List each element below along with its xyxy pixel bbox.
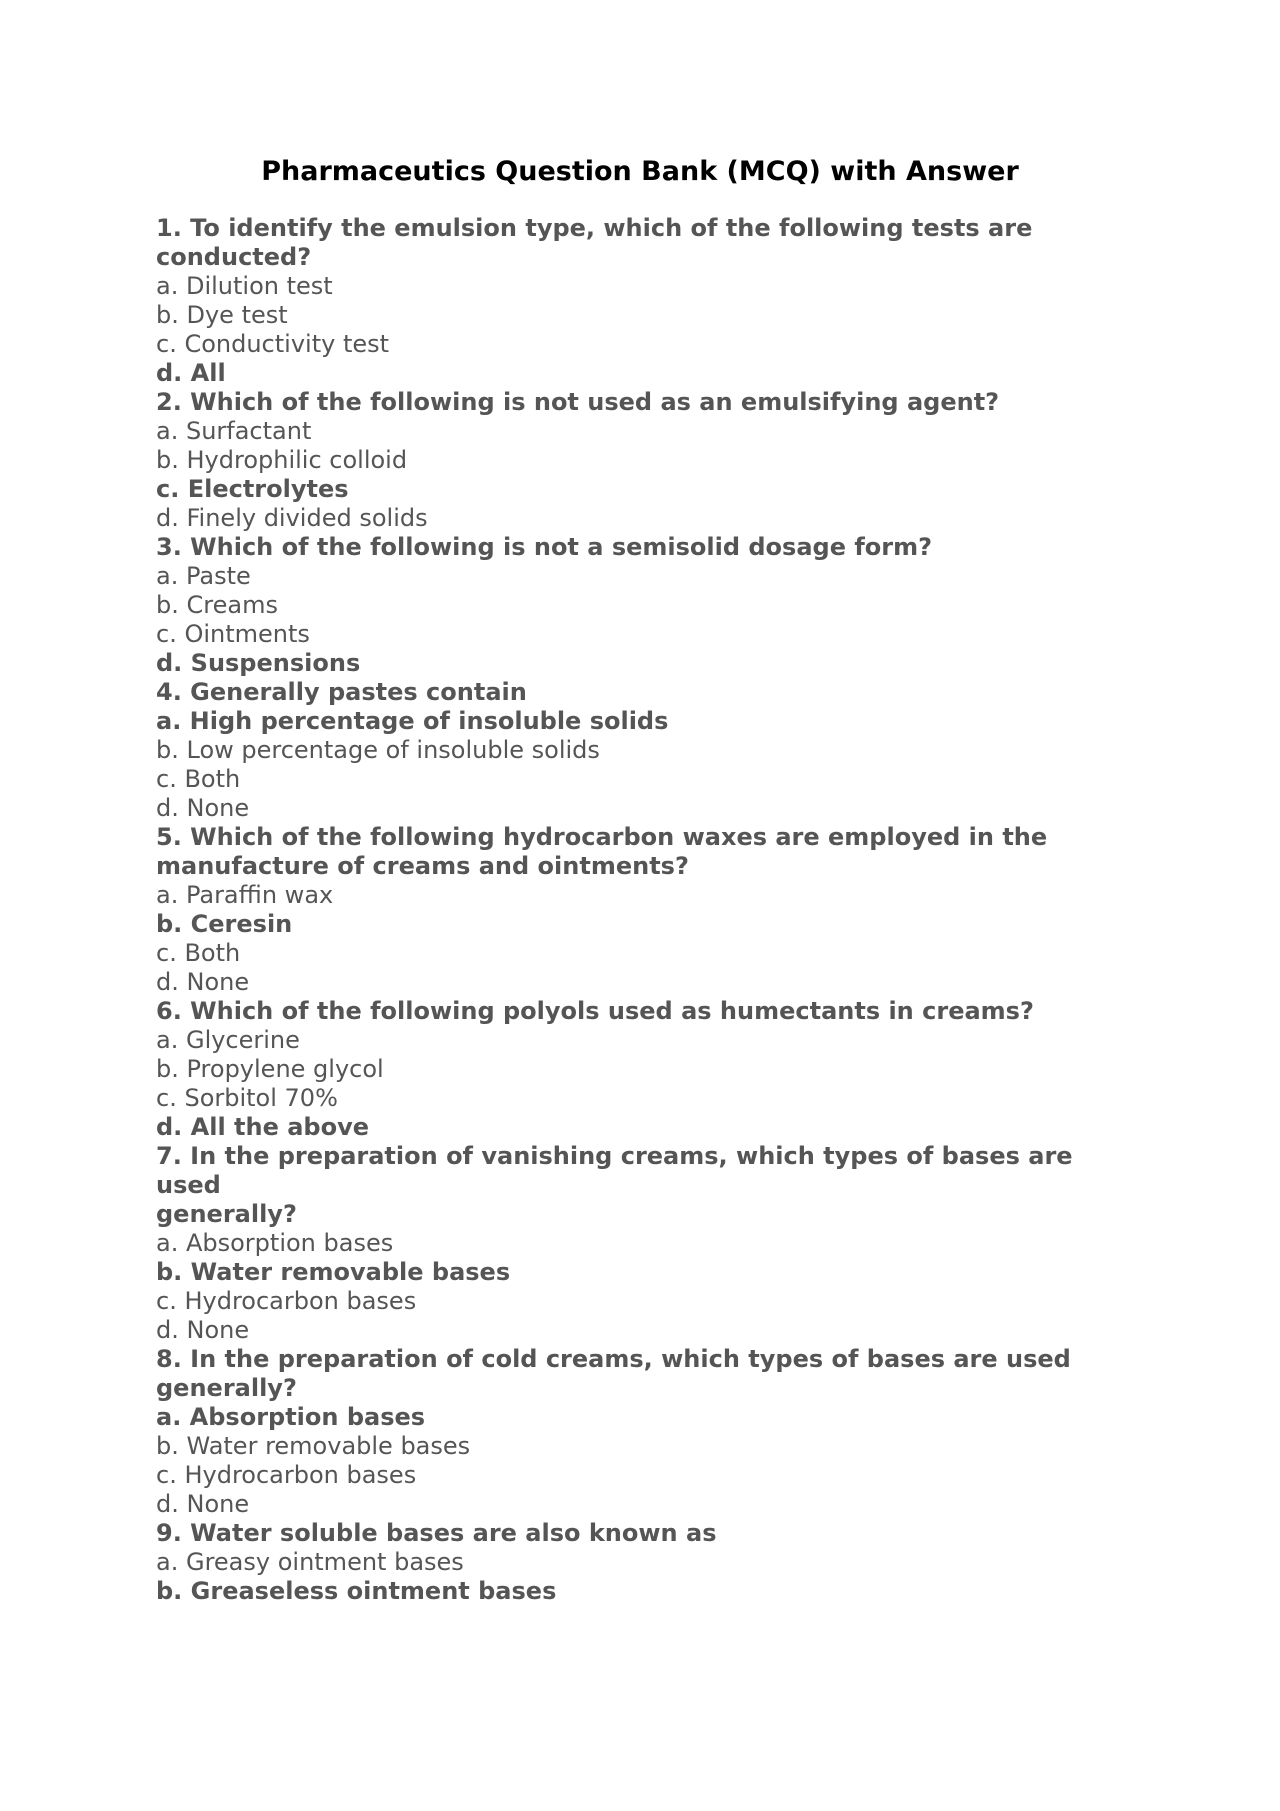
correct-answer-option: d. Suspensions [156, 649, 361, 677]
option: c. Conductivity test [156, 330, 390, 358]
question-text: 4. Generally pastes contain [156, 678, 527, 706]
option: a. Dilution test [156, 272, 333, 300]
option: b. Low percentage of insoluble solids [156, 736, 600, 764]
option: a. Absorption bases [156, 1229, 394, 1257]
option: c. Ointments [156, 620, 310, 648]
question-text: 5. Which of the following hydrocarbon waxes are employed in the manufacture of creams and ointments? [156, 823, 1048, 880]
option: c. Hydrocarbon bases [156, 1461, 417, 1489]
option: b. Creams [156, 591, 278, 619]
question-text-line: 7. In the preparation of vanishing creams, which types of bases are used [156, 1142, 1073, 1199]
option: d. None [156, 968, 250, 996]
question-text-line: generally? [156, 1200, 297, 1228]
option: a. Paste [156, 562, 251, 590]
correct-answer-option: c. Electrolytes [156, 475, 349, 503]
question-block [156, 533, 1116, 678]
option: c. Both [156, 939, 241, 967]
correct-answer-option: a. High percentage of insoluble solids [156, 707, 669, 735]
question-text: 8. In the preparation of cold creams, which types of bases are used generally? [156, 1345, 1071, 1402]
correct-answer-option: d. All the above [156, 1113, 370, 1141]
option: b. Dye test [156, 301, 288, 329]
correct-answer-option: a. Absorption bases [156, 1403, 426, 1431]
option: c. Hydrocarbon bases [156, 1287, 417, 1315]
option: d. None [156, 1490, 250, 1518]
question-block [156, 388, 1116, 533]
question-text: 9. Water soluble bases are also known as [156, 1519, 717, 1547]
question-block [156, 1142, 1116, 1345]
option: b. Propylene glycol [156, 1055, 384, 1083]
question-block [156, 1345, 1116, 1519]
option: a. Greasy ointment bases [156, 1548, 464, 1576]
question-text: 1. To identify the emulsion type, which of the following tests are conducted? [156, 214, 1033, 271]
option: c. Both [156, 765, 241, 793]
question-block [156, 823, 1116, 997]
correct-answer-option: b. Greaseless ointment bases [156, 1577, 557, 1605]
document-title: Pharmaceutics Question Bank (MCQ) with Answer [261, 156, 1019, 187]
option: d. None [156, 794, 250, 822]
question-block [156, 214, 1116, 388]
correct-answer-option: d. All [156, 359, 226, 387]
question-text: 3. Which of the following is not a semisolid dosage form? [156, 533, 933, 561]
correct-answer-option: b. Water removable bases [156, 1258, 511, 1286]
question-list [156, 214, 1116, 1606]
option: b. Water removable bases [156, 1432, 471, 1460]
option: d. None [156, 1316, 250, 1344]
option: b. Hydrophilic colloid [156, 446, 408, 474]
question-text: 2. Which of the following is not used as an emulsifying agent? [156, 388, 1000, 416]
option: d. Finely divided solids [156, 504, 428, 532]
question-block [156, 678, 1116, 823]
question-block [156, 1519, 1116, 1606]
question-text: 6. Which of the following polyols used as humectants in creams? [156, 997, 1034, 1025]
option: c. Sorbitol 70% [156, 1084, 338, 1112]
option: a. Paraffin wax [156, 881, 334, 909]
option: a. Glycerine [156, 1026, 300, 1054]
correct-answer-option: b. Ceresin [156, 910, 293, 938]
question-block [156, 997, 1116, 1142]
option: a. Surfactant [156, 417, 312, 445]
